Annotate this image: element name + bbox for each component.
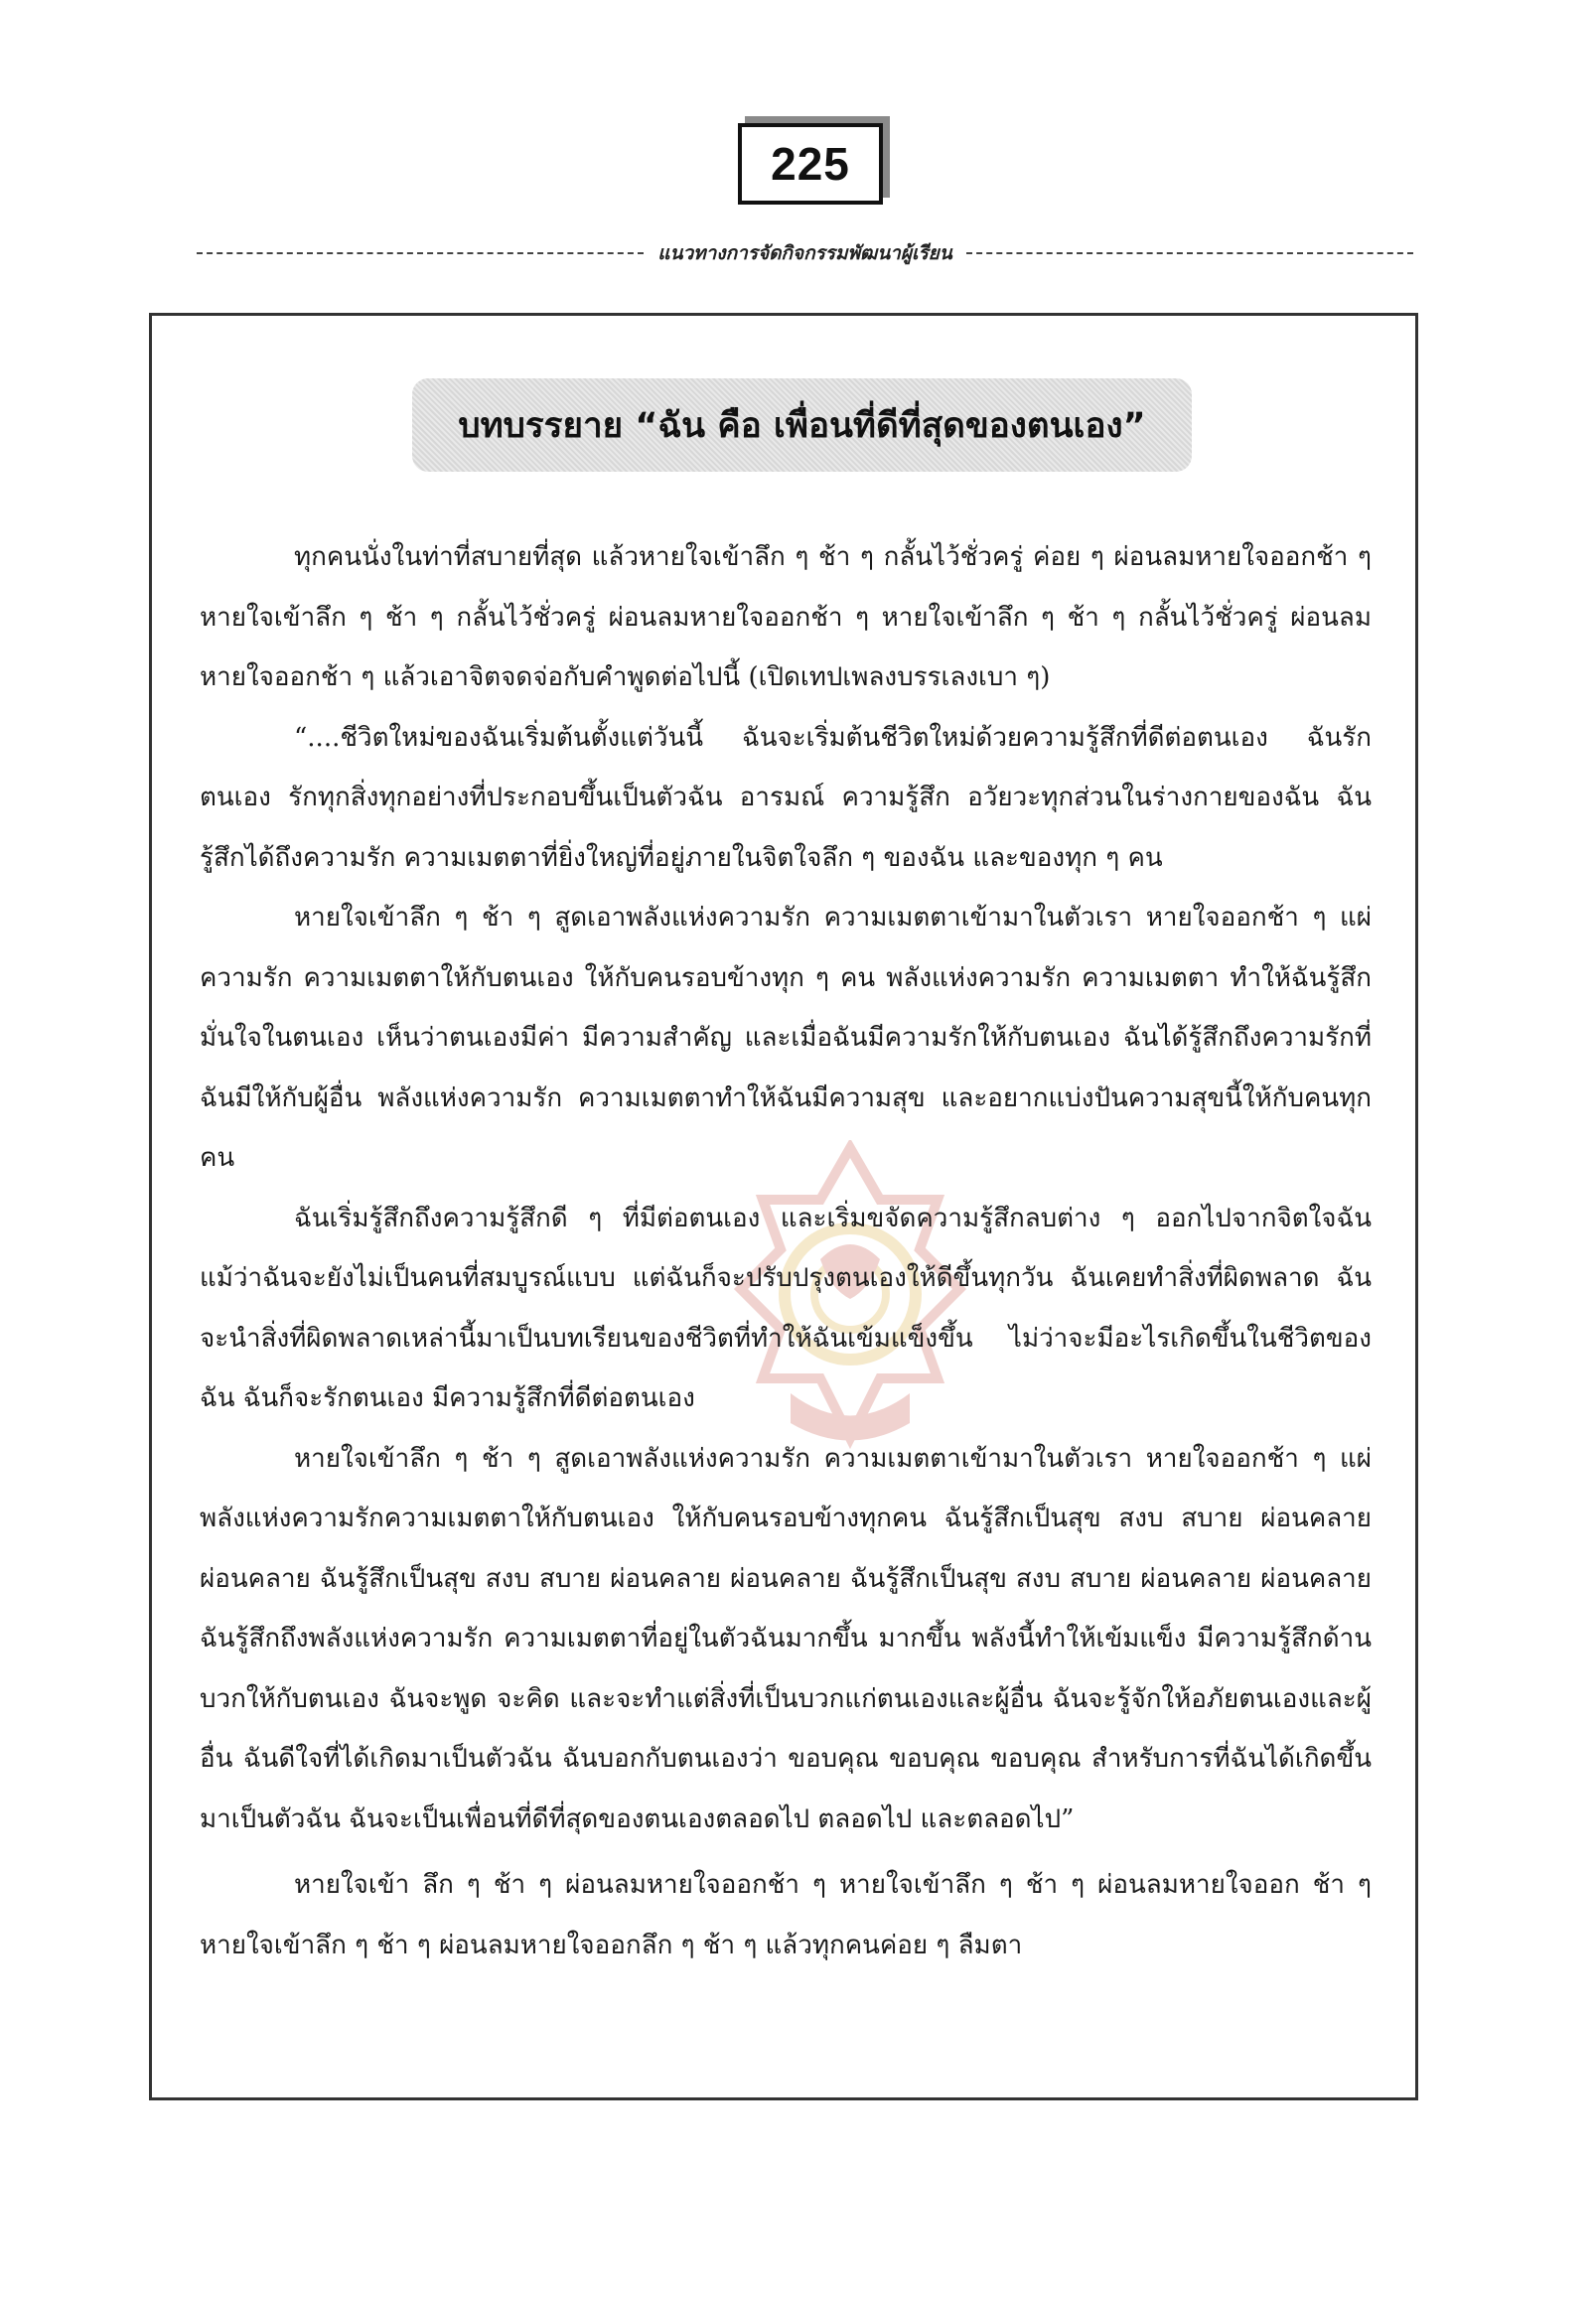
paragraph-loving-kindness: หายใจเข้าลึก ๆ ช้า ๆ สูดเอาพลังแห่งความรัก ความเมตตาเข้ามาในตัวเรา หายใจออกช้า ๆ แผ่ความรัก ความเมตตาให้กับตนเอง ให้กับคนรอบข้างทุก ๆ คน พลังแห่งความรัก ความเมตตา ทำให้ฉันรู้สึกมั่นใจในตนเอง เห็นว่าตนเองมีค่า มีความสำคัญ และเมื่อฉันมีความรักให้กับตนเอง ฉันได้รู้สึกถึงความรักที่ฉันมีให้กับผู้อื่น พลังแห่งความรัก ความเมตตาทำให้ฉันมีความสุข และอยากแบ่งปันความสุขนี้ให้กับคนทุกคน [200,903,1372,1173]
page-number: 225 [738,123,883,205]
content-frame [149,313,1418,2100]
article-body [200,527,1372,1975]
paragraph-self-improvement: ฉันเริ่มรู้สึกถึงความรู้สึกดี ๆ ที่มีต่อตนเอง และเริ่มขจัดความรู้สึกลบต่าง ๆ ออกไปจากจิตใจฉัน แม้ว่าฉันจะยังไม่เป็นคนที่สมบูรณ์แบบ แต่ฉันก็จะปรับปรุงตนเองให้ดีขึ้นทุกวัน ฉันเคยทำสิ่งที่ผิดพลาด ฉันจะนำสิ่งที่ผิดพลาดเหล่านี้มาเป็นบทเรียนของชีวิตที่ทำให้ฉันเข้มแข็งขึ้น ไม่ว่าจะมีอะไรเกิดขึ้นในชีวิตของฉัน ฉันก็จะรักตนเอง มีความรู้สึกที่ดีต่อตนเอง [200,1203,1372,1413]
paragraph-relaxation: หายใจเข้าลึก ๆ ช้า ๆ สูดเอาพลังแห่งความรัก ความเมตตาเข้ามาในตัวเรา หายใจออกช้า ๆ แผ่พลังแห่งความรักความเมตตาให้กับตนเอง ให้กับคนรอบข้างทุกคน ฉันรู้สึกเป็นสุข สงบ สบาย ผ่อนคลาย ผ่อนคลาย ฉันรู้สึกเป็นสุข สงบ สบาย ผ่อนคลาย ผ่อนคลาย ฉันรู้สึกเป็นสุข สงบ สบาย ผ่อนคลาย ผ่อนคลาย ฉันรู้สึกถึงพลังแห่งความรัก ความเมตตาที่อยู่ในตัวฉันมากขึ้น มากขึ้น พลังนี้ทำให้เข้มแข็ง มีความรู้สึกด้านบวกให้กับตนเอง ฉันจะพูด จะคิด และจะทำแต่สิ่งที่เป็นบวกแก่ตนเองและผู้อื่น ฉันจะรู้จักให้อภัยตนเองและผู้อื่น ฉันดีใจที่ได้เกิดมาเป็นตัวฉัน ฉันบอกกับตนเองว่า ขอบคุณ ขอบคุณ ขอบคุณ สำหรับการที่ฉันได้เกิดขึ้นมาเป็นตัวฉัน ฉันจะเป็นเพื่อนที่ดีที่สุดของตนเองตลอดไป ตลอดไป และตลอดไป” [200,1443,1372,1834]
header-divider-right [966,252,1413,254]
running-header [197,236,1413,270]
article-title: บทบรรยาย “ฉัน คือ เพื่อนที่ดีที่สุดของตนเอง” [412,378,1192,472]
header-divider-left [197,252,644,254]
paragraph-closing: หายใจเข้า ลึก ๆ ช้า ๆ ผ่อนลมหายใจออกช้า ๆ หายใจเข้าลึก ๆ ช้า ๆ ผ่อนลมหายใจออก ช้า ๆ หายใจเข้าลึก ๆ ช้า ๆ ผ่อนลมหายใจออกลึก ๆ ช้า ๆ แล้วทุกคนค่อย ๆ ลืมตา [200,1870,1372,1960]
running-title: แนวทางการจัดกิจกรรมพัฒนาผู้เรียน [657,243,952,264]
paragraph-intro: ทุกคนนั่งในท่าที่สบายที่สุด แล้วหายใจเข้าลึก ๆ ช้า ๆ กลั้นไว้ชั่วครู่ ค่อย ๆ ผ่อนลมหายใจออกช้า ๆ หายใจเข้าลึก ๆ ช้า ๆ กลั้นไว้ชั่วครู่ ผ่อนลมหายใจออกช้า ๆ หายใจเข้าลึก ๆ ช้า ๆ กลั้นไว้ชั่วครู่ ผ่อนลมหายใจออกช้า ๆ แล้วเอาจิตจดจ่อกับคำพูดต่อไปนี้ (เปิดเทปเพลงบรรเลงเบา ๆ) [200,542,1372,692]
paragraph-affirmation: “....ชีวิตใหม่ของฉันเริ่มต้นตั้งแต่วันนี้ ฉันจะเริ่มต้นชีวิตใหม่ด้วยความรู้สึกที่ดีต่อตนเอง ฉันรักตนเอง รักทุกสิ่งทุกอย่างที่ประกอบขึ้นเป็นตัวฉัน อารมณ์ ความรู้สึก อวัยวะทุกส่วนในร่างกายของฉัน ฉันรู้สึกได้ถึงความรัก ความเมตตาที่ยิ่งใหญ่ที่อยู่ภายในจิตใจลึก ๆ ของฉัน และของทุก ๆ คน [200,722,1372,873]
